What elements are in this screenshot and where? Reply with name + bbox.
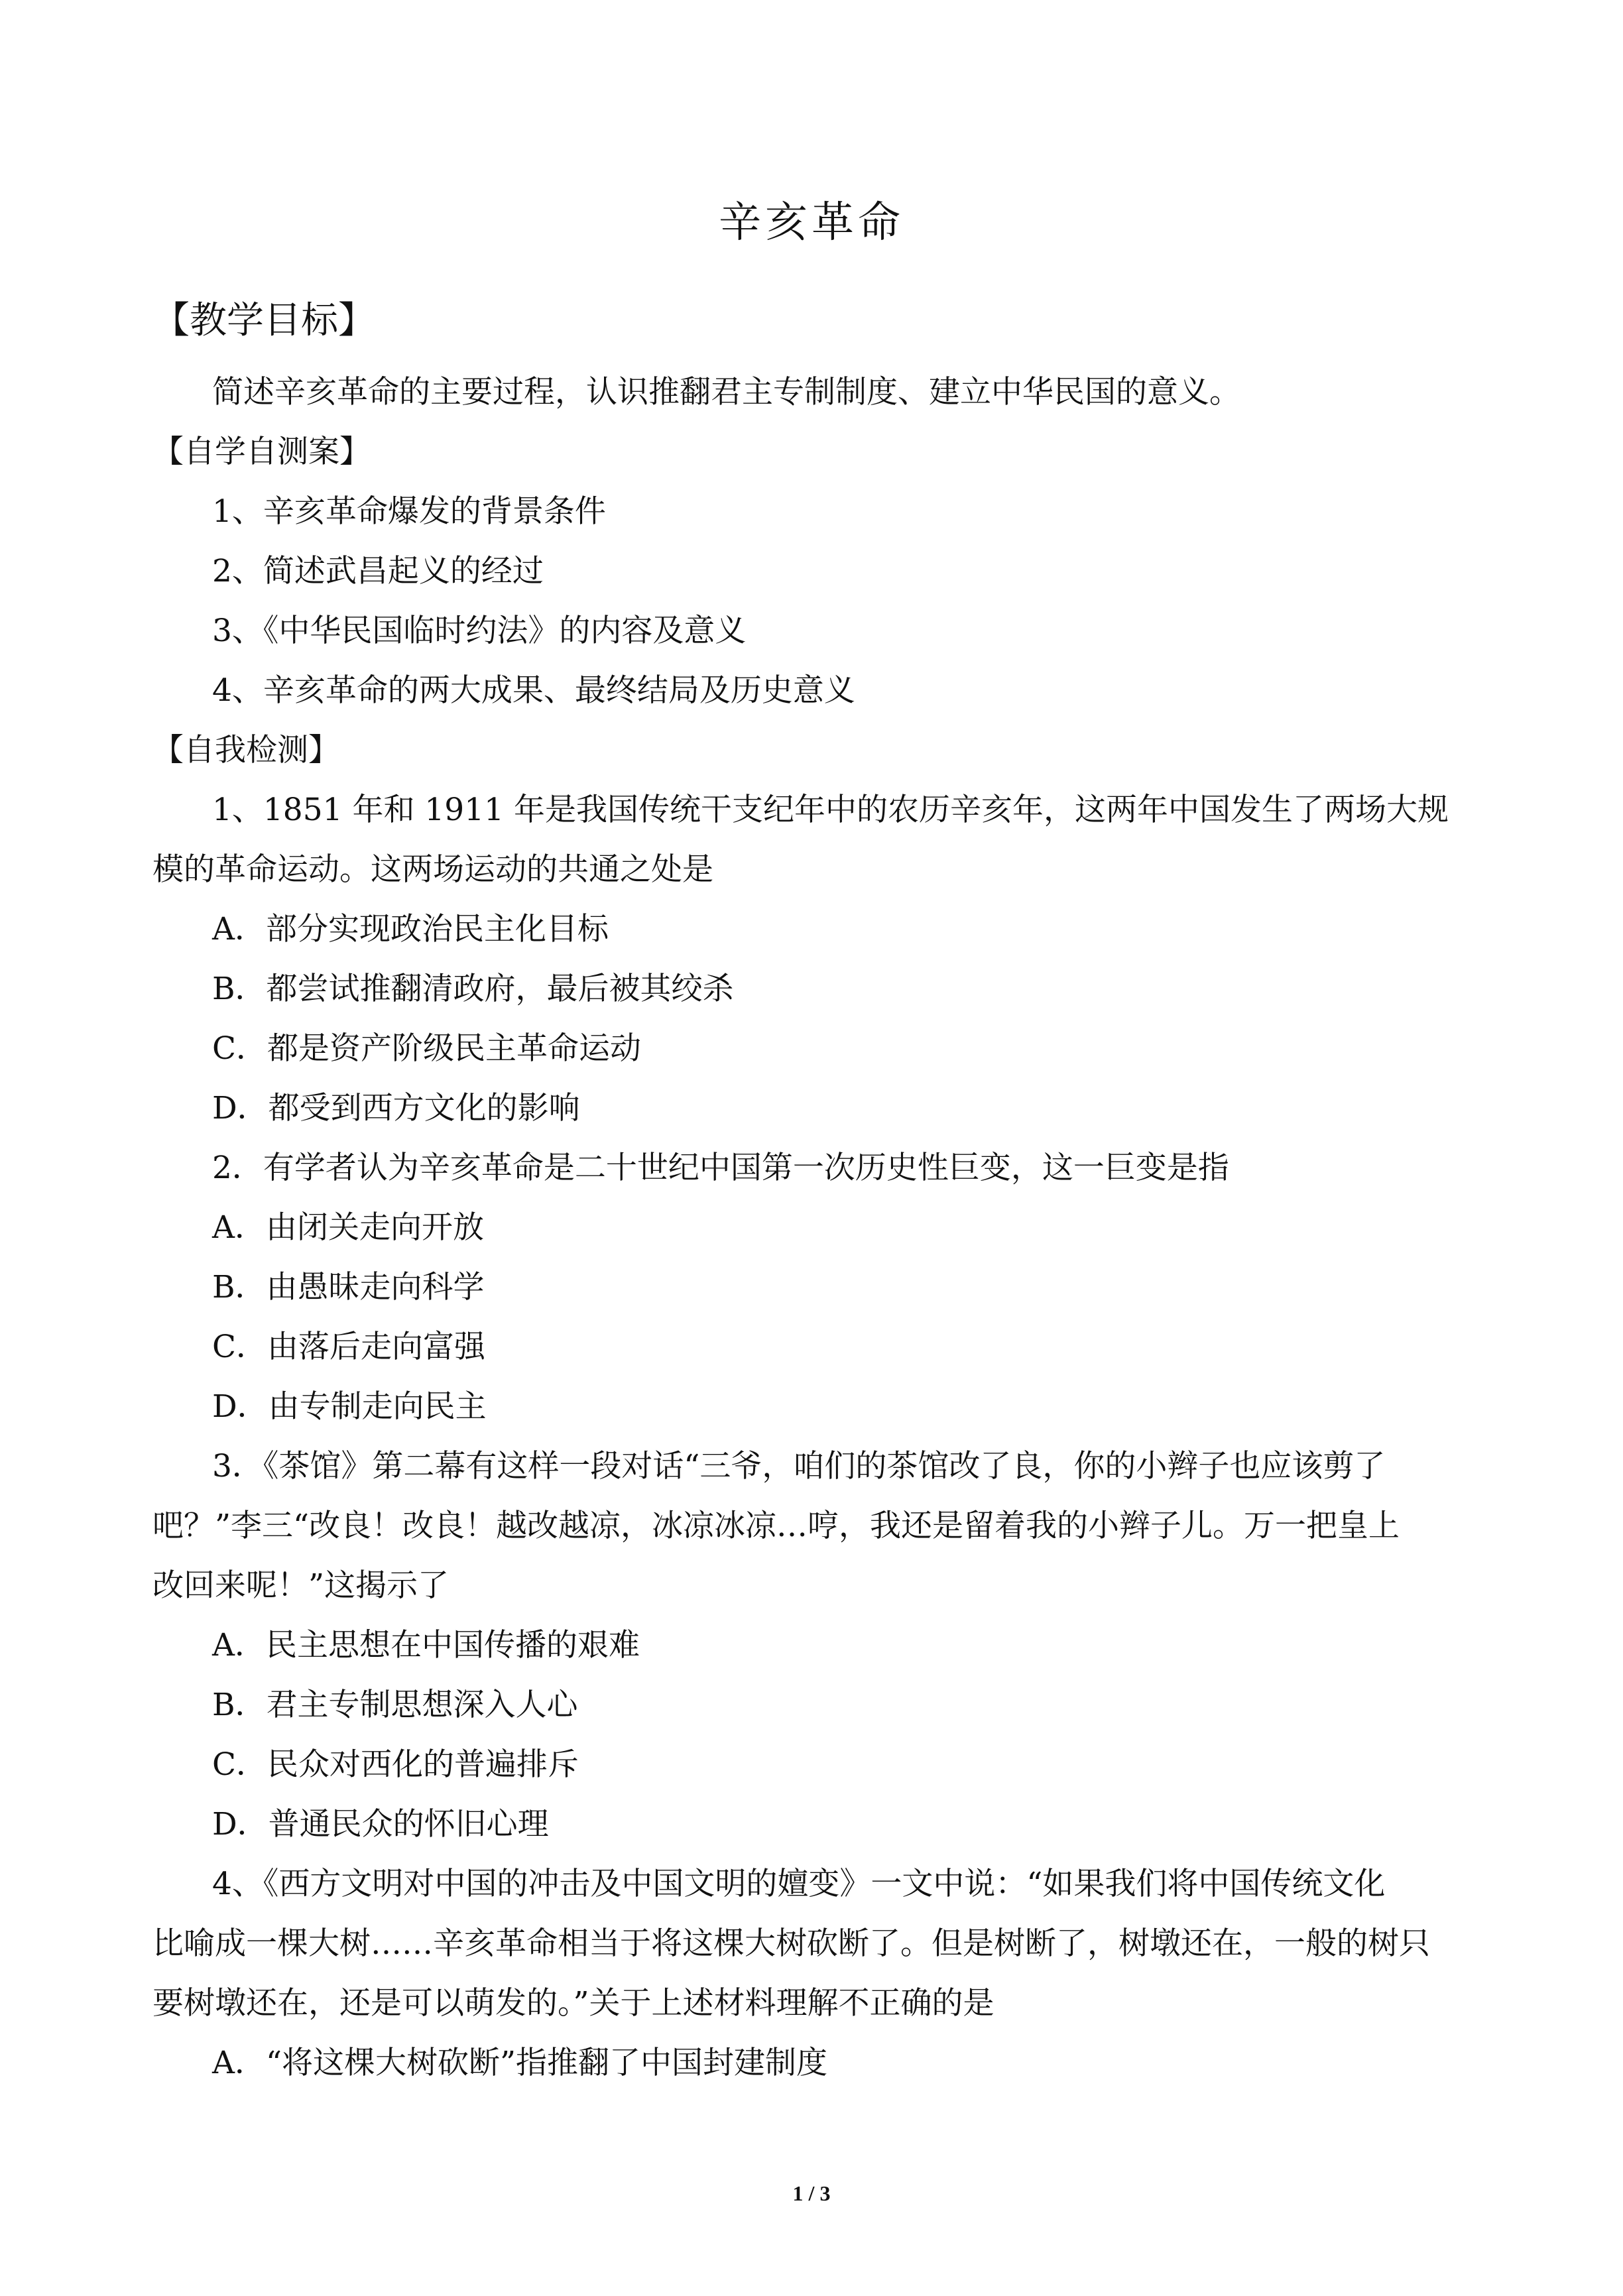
objective-text: 简述辛亥革命的主要过程，认识推翻君主专制制度、建立中华民国的意义。 (212, 374, 1240, 410)
section-heading-objective: 【教学目标】 (152, 299, 375, 342)
page-title: 辛亥革命 (719, 198, 904, 247)
question-2-option-d: D．由专制走向民主 (212, 1388, 487, 1425)
study-item-1: 1、辛亥革命爆发的背景条件 (212, 493, 606, 530)
question-2-option-b: B．由愚昧走向科学 (212, 1269, 485, 1305)
question-1-option-d: D．都受到西方文化的影响 (212, 1090, 580, 1126)
question-1-option-b: B．都尝试推翻清政府，最后被其绞杀 (212, 971, 734, 1007)
question-3-stem-line-3: 改回来呢！”这揭示了 (152, 1567, 450, 1604)
question-3-option-c: C．民众对西化的普遍排斥 (212, 1746, 579, 1783)
question-3-option-d: D．普通民众的怀旧心理 (212, 1806, 549, 1843)
question-3-stem-line-1: 3．《茶馆》第二幕有这样一段对话“三爷，咱们的茶馆改了良，你的小辫子也应该剪了 (212, 1448, 1386, 1484)
question-1-option-c: C．都是资产阶级民主革命运动 (212, 1030, 641, 1067)
section-heading-self-test: 【自我检测】 (152, 732, 339, 768)
study-item-3: 3、《中华民国临时约法》的内容及意义 (212, 613, 747, 649)
question-4-stem-line-3: 要树墩还在，还是可以萌发的。”关于上述材料理解不正确的是 (152, 1985, 994, 2022)
page-number: 1 / 3 (792, 2181, 831, 2205)
question-4-stem-line-1: 4、《西方文明对中国的冲击及中国文明的嬗变》一文中说：“如果我们将中国传统文化 (212, 1866, 1386, 1902)
study-item-4: 4、辛亥革命的两大成果、最终结局及历史意义 (212, 672, 855, 709)
question-4-option-a: A．“将这棵大树砍断”指推翻了中国封建制度 (212, 2045, 827, 2081)
study-item-2: 2、简述武昌起义的经过 (212, 553, 544, 589)
question-4-stem-line-2: 比喻成一棵大树……辛亥革命相当于将这棵大树砍断了。但是树断了，树墩还在，一般的树只 (152, 1925, 1430, 1962)
question-2-option-c: C．由落后走向富强 (212, 1329, 485, 1365)
question-3-option-a: A．民主思想在中国传播的艰难 (212, 1627, 640, 1663)
section-heading-self-study: 【自学自测案】 (152, 434, 371, 470)
question-1-stem-line-1: 1、1851 年和 1911 年是我国传统干支纪年中的农历辛亥年，这两年中国发生了两场大规 (212, 792, 1449, 828)
question-3-option-b: B．君主专制思想深入人心 (212, 1687, 578, 1723)
question-1-stem-line-2: 模的革命运动。这两场运动的共通之处是 (152, 851, 713, 888)
question-2-stem: 2．有学者认为辛亥革命是二十世纪中国第一次历史性巨变，这一巨变是指 (212, 1150, 1229, 1186)
question-2-option-a: A．由闭关走向开放 (212, 1209, 484, 1246)
question-1-option-a: A．部分实现政治民主化目标 (212, 911, 609, 947)
question-3-stem-line-2: 吧？”李三“改良！改良！越改越凉，冰凉冰凉…哼，我还是留着我的小辫子儿。万一把皇上 (152, 1508, 1400, 1544)
